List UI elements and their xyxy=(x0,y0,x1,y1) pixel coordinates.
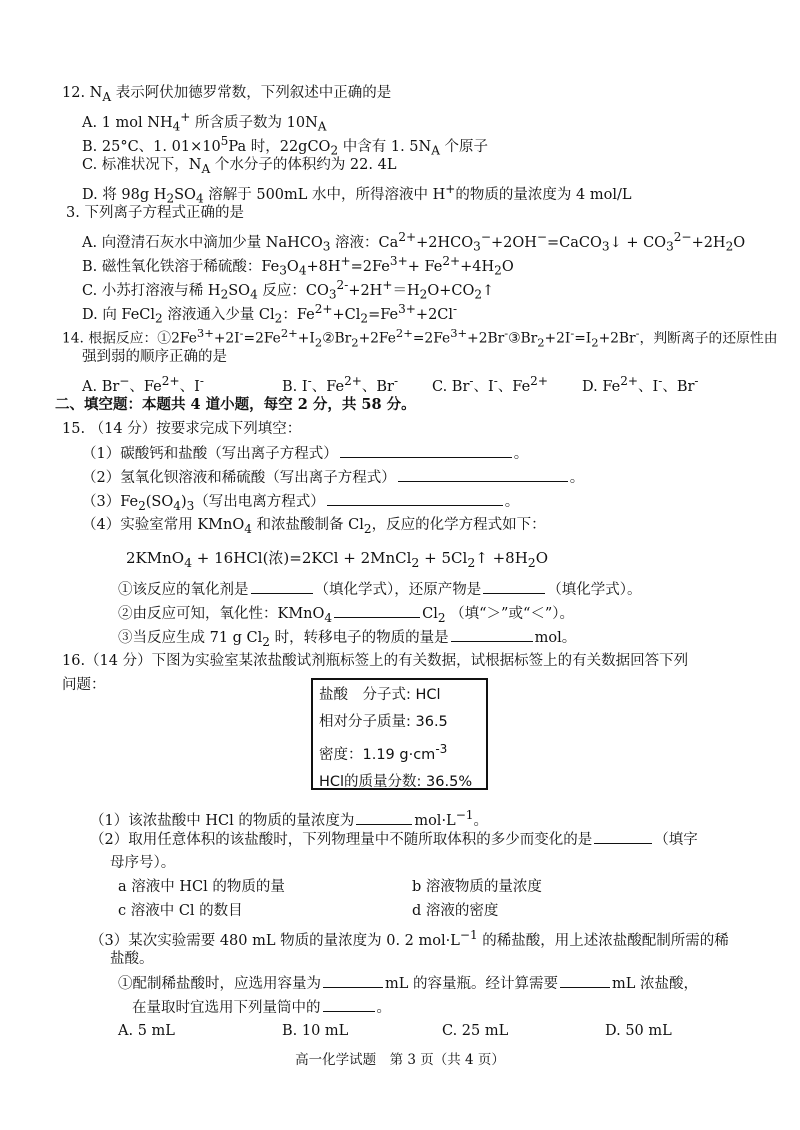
q16-choice-b: b 溶液物质的量浓度 xyxy=(412,879,542,895)
answer-blank[interactable] xyxy=(327,491,503,506)
q16-sub1: ①配制稀盐酸时，应选用容量为 mL 的容量瓶。经计算需要 mL 浓盐酸， xyxy=(118,973,698,994)
q12-option-b: B. 25°C、1. $01\times 10^5Pa$ 时，22gCO$_2$ 中含有 1. $5N_A$ 个原子 xyxy=(82,134,489,158)
q16-option-b: B. 10 mL xyxy=(282,1023,349,1039)
q12-option-a: A. 1 mol $NH_4^+$ 所含质子数为 $10N_A$ xyxy=(82,110,327,134)
answer-blank[interactable] xyxy=(594,829,652,844)
label-line: 相对分子质量: 36.5 xyxy=(319,714,448,730)
page-footer: 高一化学试题 第 3 页（共 4 页） xyxy=(295,1052,505,1068)
q16-stem-cont: 问题： xyxy=(62,677,106,693)
answer-blank[interactable] xyxy=(560,973,610,988)
q16-part3-cont: 盐酸。 xyxy=(110,951,154,967)
section-heading: 二、填空题：本题共 4 道小题，每空 2 分，共 58 分。 xyxy=(55,396,416,413)
reagent-label xyxy=(311,678,488,790)
q15-stem: 15. （14 分）按要求完成下列填空： xyxy=(62,421,302,437)
answer-blank[interactable] xyxy=(323,997,375,1012)
answer-blank[interactable] xyxy=(251,579,313,594)
q16-part1: （1）该浓盐酸中 HCl 的物质的量浓度为 $mol\cdot L^{-1}$。 xyxy=(90,808,488,829)
q12-option-d: D. 将 98g $H_2SO_4$ 溶解于 500mL 水中，所得溶液中 H+的物质的量浓度为 4 mol/L xyxy=(82,182,632,206)
q15-part1: （1）碳酸钙和盐酸（写出离子方程式） 。 xyxy=(82,443,528,464)
q13-stem: 3. 下列离子方程式正确的是 xyxy=(66,205,244,221)
label-line: 盐酸 分子式: HCl xyxy=(319,687,441,703)
q16-sub1-cont: 在量取时宜选用下列量筒中的 。 xyxy=(132,997,391,1018)
q16-option-a: A. 5 mL xyxy=(118,1023,175,1039)
label-line: 密度：1.19 $g\cdot cm^{-3}$ xyxy=(319,742,448,763)
q16-option-c: C. 25 mL xyxy=(442,1023,509,1039)
answer-blank[interactable] xyxy=(356,810,412,825)
reaction-equation: 2KMnO$_4$ + 16HCl(浓)=2KCl + 2MnCl$_2$ + $5Cl_2↑ +8H_2O$ xyxy=(126,549,549,570)
q15-sub1: ①该反应的氧化剂是 （填化学式），还原产物是 （填化学式）。 xyxy=(118,579,642,600)
q16-stem: 16.（14 分）下图为实验室某浓盐酸试剂瓶标签上的有关数据，试根据标签上的有关数据回答下列 xyxy=(62,653,689,669)
q16-part3: （3）某次实验需要 480 mL 物质的量浓度为 0. 2 $mol\cdot L^{-1}$ 的稀盐酸，用上述浓盐酸配制所需的稀 xyxy=(90,928,729,949)
q13-option-b: B. 磁性氧化铁溶于稀硫酸：$Fe_3O_4+8H^+=2Fe^{3+}+ Fe^{2+}+4H_2O$ xyxy=(82,254,514,278)
q14-stem-cont: 强到弱的顺序正确的是 xyxy=(82,349,227,365)
q14-stem: 14. 根据反应：$①2Fe^{3+}+2I^-=2Fe^{2+}+I_2②Br_2+2Fe^{2+}=2Fe^{3+}+2Br^-③Br_2+2I^-=I_2+2Br^-$，判断离子的还原性由 xyxy=(62,326,778,350)
q12-stem: 12. $N_A$ 表示阿伏加德罗常数，下列叙述中正确的是 xyxy=(62,85,392,104)
q15-sub2: ②由反应可知，氧化性：KMnO$_4$ $Cl_2$ （填“＞”或“＜”）。 xyxy=(118,603,574,628)
q16-choice-c: c 溶液中 Cl 的数目 xyxy=(118,903,243,919)
q14-option-b: B. I-、$Fe^{2+}$、Br- xyxy=(282,374,399,395)
answer-blank[interactable] xyxy=(323,973,383,988)
q16-part2: （2）取用任意体积的该盐酸时，下列物理量中不随所取体积的多少而变化的是 （填字 xyxy=(90,829,698,850)
q16-choice-d: d 溶液的密度 xyxy=(412,903,499,919)
answer-blank[interactable] xyxy=(483,579,545,594)
q15-part2: （2）氢氧化钡溶液和稀硫酸（写出离子方程式） 。 xyxy=(82,467,584,488)
q16-part2-cont: 母序号）。 xyxy=(110,855,176,871)
q15-part3: $(3)Fe_2(SO_4)_3$（写出电离方程式） 。 xyxy=(82,491,519,516)
q16-choice-a: a 溶液中 HCl 的物质的量 xyxy=(118,879,285,895)
q14-option-d: D. $Fe^{2+}$、I-、Br- xyxy=(582,374,699,395)
q15-sub3: ③当反应生成 71 g $Cl_2$ 时，转移电子的物质的量是 mol。 xyxy=(118,627,576,652)
q13-option-c: C. 小苏打溶液与稀 $H_2SO_4$ 反应：$CO_3^{2-}+2H^+=H_2O+CO_2↑$ xyxy=(82,278,495,302)
q12-option-c: C. 标准状况下，$N_A$ 个水分子的体积约为 22. 4L xyxy=(82,157,397,176)
q14-option-c: C. Br-、I-、$Fe^{2+}$ xyxy=(432,374,548,395)
q15-part4: （4）实验室常用 KMnO$_4$ 和浓盐酸制备 $Cl_2$，反应的化学方程式如下： xyxy=(82,517,546,536)
q13-option-a: A. 向澄清石灰水中滴加少量 NaHCO$_3$ 溶液：$Ca^{2+}+2HCO_3^-+2OH^-=CaCO_3↓ + CO_3^{2-}+2H_2O$ xyxy=(82,230,746,254)
q16-option-d: D. 50 mL xyxy=(605,1023,672,1039)
answer-blank[interactable] xyxy=(334,603,420,618)
answer-blank[interactable] xyxy=(340,443,512,458)
q13-option-d: D. 向 FeCl$_2$ 溶液通入少量 $Cl_2$：$Fe^{2+}+Cl_2=Fe^{3+}+2Cl^-$ xyxy=(82,302,458,326)
answer-blank[interactable] xyxy=(398,467,568,482)
q14-option-a: A. Br−、$Fe^{2+}$、I- xyxy=(82,374,204,395)
label-line: HCl的质量分数: 36.5% xyxy=(319,773,473,790)
answer-blank[interactable] xyxy=(451,627,533,642)
